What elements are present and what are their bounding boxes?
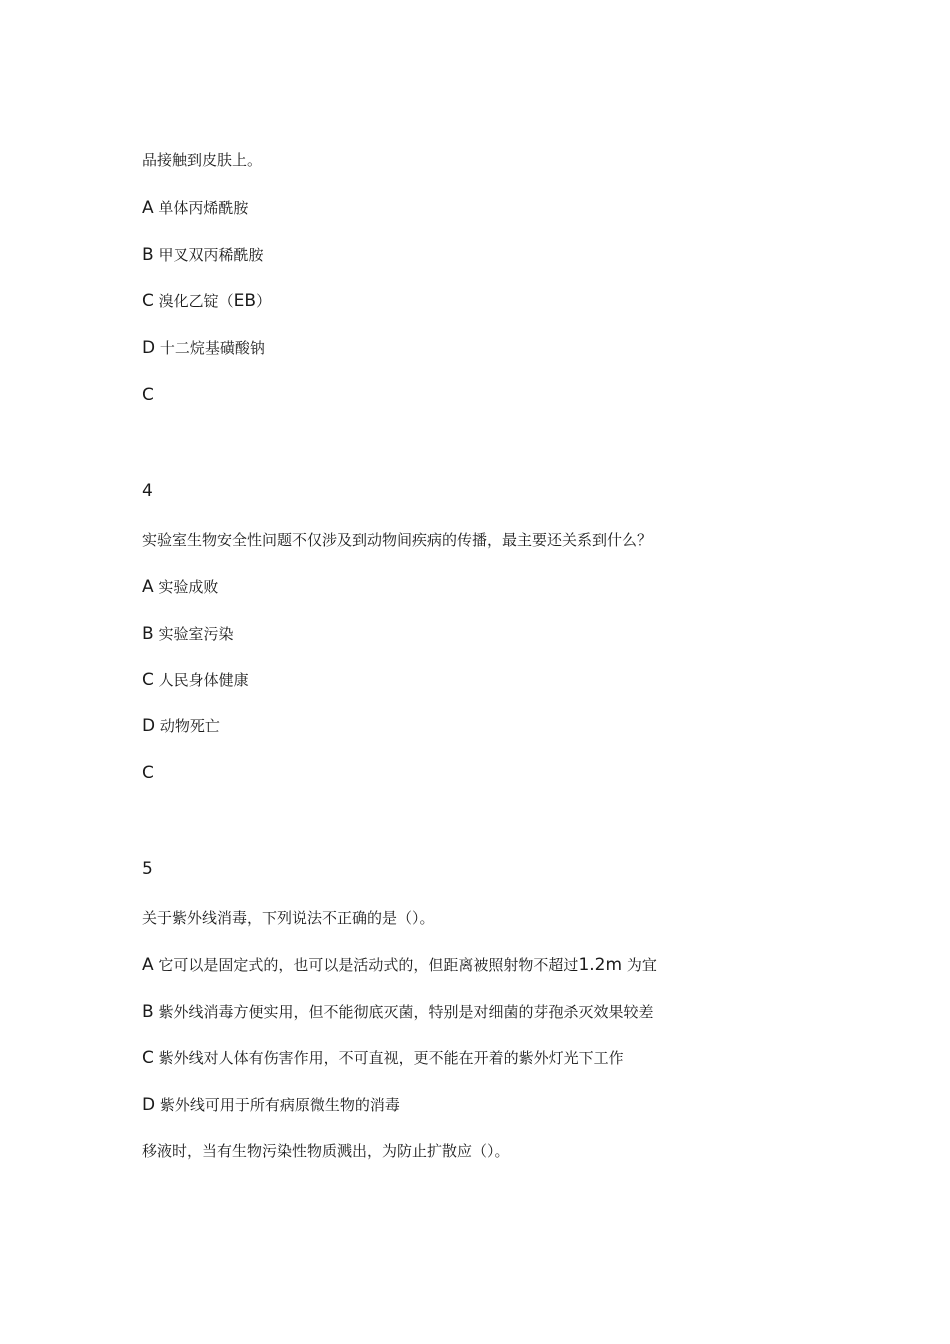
option-letter: A	[142, 955, 154, 975]
option-text: 人民身体健康	[158, 671, 249, 689]
answer-text: C	[142, 763, 154, 783]
option-text: 动物死亡	[159, 717, 220, 735]
question-5-stem	[142, 908, 435, 928]
question-5-option-c	[142, 1048, 624, 1068]
question-6-stem	[142, 1141, 510, 1161]
question-4-option-c	[142, 670, 249, 690]
option-text-latin: EB	[233, 291, 257, 311]
option-text-pre: 溴化乙锭（	[158, 292, 234, 310]
question-number: 4	[142, 481, 153, 501]
option-letter: D	[142, 338, 156, 358]
question-5-option-b	[142, 1002, 653, 1022]
question-3-answer	[142, 385, 154, 405]
question-number: 5	[142, 859, 153, 879]
option-text: 单体丙烯酰胺	[158, 199, 249, 217]
option-text-post: 为宜	[626, 956, 657, 974]
question-4-option-a	[142, 577, 218, 597]
stem-text: 实验室生物安全性问题不仅涉及到动物间疾病的传播，最主要还关系到什么？	[142, 531, 653, 549]
question-5-number	[142, 859, 153, 879]
stem-text: 关于紫外线消毒，下列说法不正确的是（）。	[142, 909, 435, 927]
option-text: 紫外线可用于所有病原微生物的消毒	[159, 1096, 400, 1114]
option-letter: C	[142, 1048, 154, 1068]
option-letter: B	[142, 1002, 154, 1022]
option-text: 甲叉双丙稀酰胺	[158, 246, 264, 264]
stem-text: 移液时，当有生物污染性物质溅出，为防止扩散应（）。	[142, 1142, 510, 1160]
option-text: 紫外线对人体有伤害作用，不可直视，更不能在开着的紫外灯光下工作	[158, 1049, 624, 1067]
question-5-option-d	[142, 1095, 400, 1115]
question-3-option-d	[142, 338, 265, 358]
option-text-post: ）	[256, 292, 272, 310]
answer-text: C	[142, 385, 154, 405]
option-letter: C	[142, 291, 154, 311]
question-3-option-b	[142, 245, 263, 265]
option-text: 实验室污染	[158, 625, 234, 643]
option-text-latin: 1.2m	[578, 955, 623, 975]
option-letter: B	[142, 245, 154, 265]
question-3-option-a	[142, 198, 248, 218]
question-4-option-b	[142, 624, 233, 644]
question-5-option-a	[142, 955, 657, 975]
stem-text: 品接触到皮肤上。	[142, 151, 263, 169]
option-letter: A	[142, 198, 154, 218]
question-4-option-d	[142, 716, 220, 736]
question-3-stem-tail	[142, 150, 262, 170]
option-letter: B	[142, 624, 154, 644]
question-4-stem	[142, 530, 652, 550]
option-text-pre: 它可以是固定式的，也可以是活动式的，但距离被照射物不超过	[158, 956, 579, 974]
question-3-option-c	[142, 291, 271, 311]
question-4-answer	[142, 763, 154, 783]
option-letter: A	[142, 577, 154, 597]
option-letter: C	[142, 670, 154, 690]
option-text: 紫外线消毒方便实用，但不能彻底灭菌，特别是对细菌的芽孢杀灭效果较差	[158, 1003, 654, 1021]
option-text: 实验成败	[158, 578, 219, 596]
question-4-number	[142, 481, 153, 501]
option-letter: D	[142, 716, 156, 736]
option-text: 十二烷基磺酸钠	[159, 339, 265, 357]
option-letter: D	[142, 1095, 156, 1115]
